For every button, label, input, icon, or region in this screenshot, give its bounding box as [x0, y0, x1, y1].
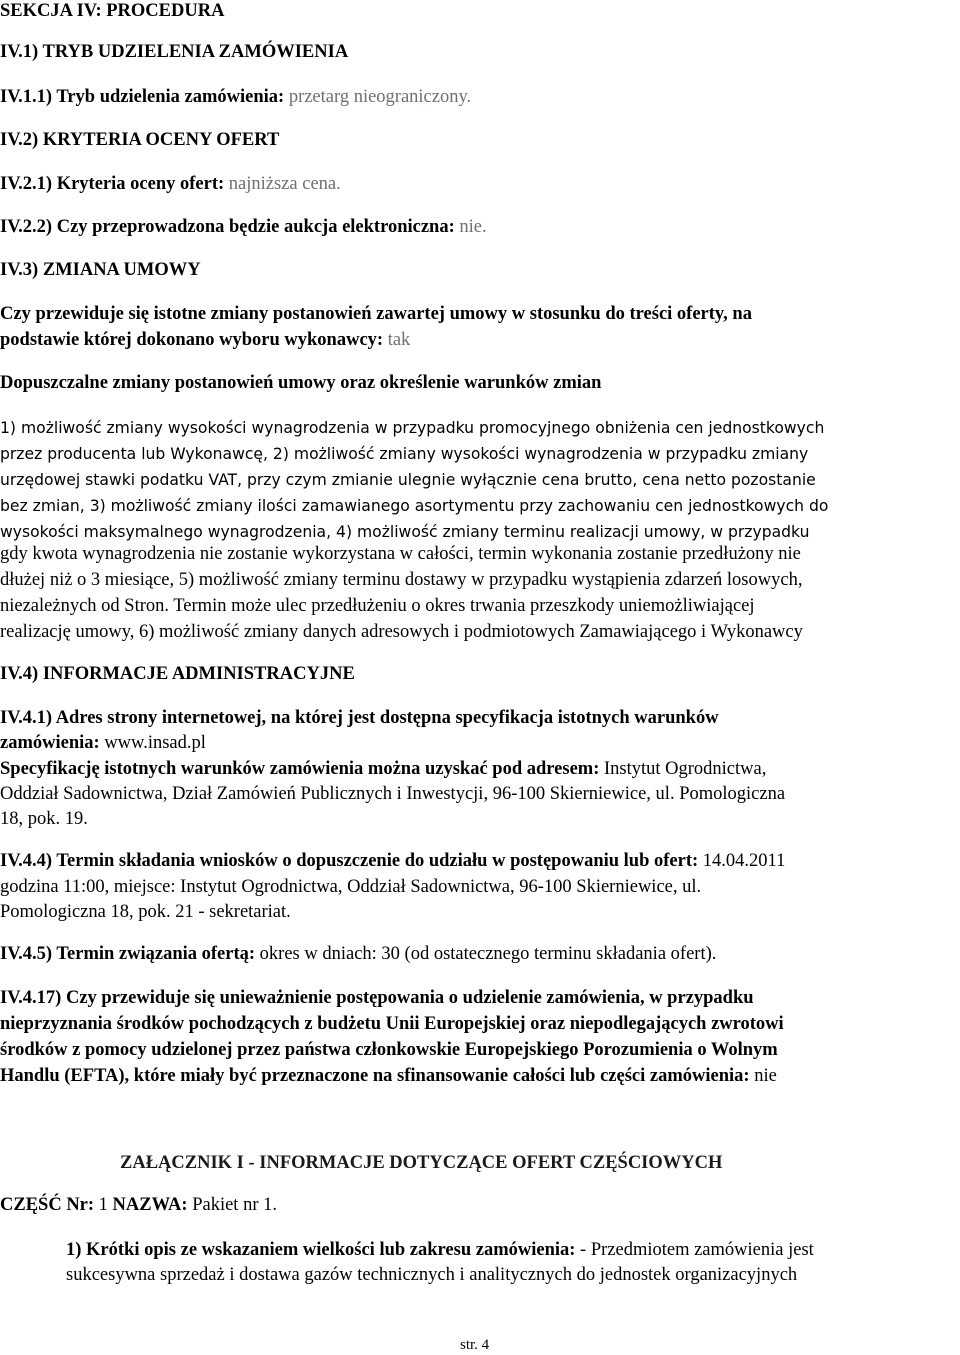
iv4-1-url: www.insad.pl — [104, 733, 206, 753]
iv4-17-line: nieprzyznania środków pochodzących z budżetu Unii Europejskiej oraz niepodlegających zwrotowi — [0, 1014, 784, 1034]
iv4-5-label: IV.4.5) Termin związania ofertą: — [0, 944, 256, 964]
iv2-1-line — [0, 172, 341, 196]
iv4-5-value: okres w dniach: 30 (od ostatecznego terminu składania ofert). — [259, 944, 717, 964]
iv3-body-line: bez zmian, 3) możliwość zmiany ilości zamawianego asortymentu przy zachowaniu cen jednostkowych do — [0, 497, 829, 515]
iv3-body-line: 1) możliwość zmiany wysokości wynagrodzenia w przypadku promocyjnego obniżenia cen jednostkowych — [0, 419, 825, 437]
iv3-question-label: podstawie której dokonano wyboru wykonawcy: — [0, 330, 384, 350]
annex-title: ZAŁĄCZNIK I - INFORMACJE DOTYCZĄCE OFERT CZĘŚCIOWYCH — [120, 1153, 723, 1173]
iv4-1-label-line1: IV.4.1) Adres strony internetowej, na której jest dostępna specyfikacja istotnych warunków — [0, 708, 719, 728]
annex-name-value: Pakiet nr 1. — [192, 1195, 277, 1215]
iv2-2-label: IV.2.2) Czy przeprowadzona będzie aukcja elektroniczna: — [0, 217, 455, 237]
annex-part-number: 1 — [98, 1195, 108, 1215]
iv2-1-value: najniższa cena. — [228, 174, 341, 194]
iv4-17-last-line — [0, 1064, 777, 1088]
annex-part-label: CZĘŚĆ Nr: — [0, 1195, 95, 1215]
iv4-heading: IV.4) INFORMACJE ADMINISTRACYJNE — [0, 664, 355, 684]
annex-desc-line1 — [66, 1238, 814, 1262]
iv3-body-line: realizację umowy, 6) możliwość zmiany danych adresowych i podmiotowych Zamawiającego i Wykonawcy — [0, 622, 803, 642]
iv3-body-line: urzędowej stawki podatku VAT, przy czym zmianie ulegnie wyłącznie cena brutto, cena netto pozostanie — [0, 471, 816, 489]
annex-name-label: NAZWA: — [112, 1195, 188, 1215]
iv4-4-value-2: godzina 11:00, miejsce: Instytut Ogrodnictwa, Oddział Sadownictwa, 96-100 Skierniewice, ul. — [0, 877, 702, 897]
iv1-heading: IV.1) TRYB UDZIELENIA ZAMÓWIENIA — [0, 42, 349, 62]
iv2-1-label: IV.2.1) Kryteria oceny ofert: — [0, 174, 225, 194]
iv4-4-value-3: Pomologiczna 18, pok. 21 - sekretariat. — [0, 902, 291, 922]
iv3-heading: IV.3) ZMIANA UMOWY — [0, 260, 201, 280]
section-heading: SEKCJA IV: PROCEDURA — [0, 1, 225, 21]
iv4-spec-value-2: Oddział Sadownictwa, Dział Zamówień Publicznych i Inwestycji, 96-100 Skierniewice, ul. Pomologiczna — [0, 784, 786, 804]
iv4-17-line: środków z pomocy udzielonej przez państwa członkowskie Europejskiego Porozumienia o Wolnym — [0, 1040, 778, 1060]
iv3-body-line: przez producenta lub Wykonawcę, 2) możliwość zmiany wysokości wynagrodzenia w przypadku zmiany — [0, 445, 809, 463]
iv3-question-answer: tak — [387, 330, 411, 350]
annex-part-line — [0, 1193, 277, 1217]
iv4-17-value: nie — [754, 1066, 777, 1086]
iv1-1-label: IV.1.1) Tryb udzielenia zamówienia: — [0, 87, 285, 107]
iv1-1-value: przetarg nieograniczony. — [288, 87, 472, 107]
iv3-body-line: niezależnych od Stron. Termin może ulec przedłużeniu o okres trwania przeszkody uniemożliwiającej — [0, 596, 755, 616]
iv4-4-value-1: 14.04.2011 — [702, 851, 786, 871]
iv3-allowed-heading: Dopuszczalne zmiany postanowień umowy oraz określenie warunków zmian — [0, 373, 602, 393]
iv4-17-label-end: Handlu (EFTA), które miały być przeznaczone na sfinansowanie całości lub części zamówienia: — [0, 1066, 750, 1086]
iv1-1-line — [0, 85, 471, 109]
iv3-body-line: dłużej niż o 3 miesiące, 5) możliwość zmiany terminu dostawy w przypadku wystąpienia zdarzeń losowych, — [0, 570, 803, 590]
annex-desc-value-2: sukcesywna sprzedaż i dostawa gazów technicznych i analitycznych do jednostek organizacyjnych — [66, 1265, 798, 1285]
iv2-2-line — [0, 215, 487, 239]
iv4-spec-line1 — [0, 757, 766, 781]
iv2-2-value: nie. — [459, 217, 487, 237]
page-number: str. 4 — [460, 1337, 490, 1353]
iv4-4-line1 — [0, 849, 785, 873]
iv3-question-line1: Czy przewiduje się istotne zmiany postanowień zawartej umowy w stosunku do treści oferty, na — [0, 304, 752, 324]
iv3-body-line: gdy kwota wynagrodzenia nie zostanie wykorzystana w całości, termin wykonania zostanie przedłużony nie — [0, 544, 801, 564]
iv4-spec-value-3: 18, pok. 19. — [0, 809, 88, 829]
annex-desc-value-1: - Przedmiotem zamówienia jest — [580, 1240, 814, 1260]
annex-desc-label: 1) Krótki opis ze wskazaniem wielkości lub zakresu zamówienia: — [66, 1240, 576, 1260]
iv3-question-line2 — [0, 328, 410, 352]
iv3-body-line: wysokości maksymalnego wynagrodzenia, 4) możliwość zmiany terminu realizacji umowy, w przypadku — [0, 523, 810, 541]
iv4-1-line2 — [0, 731, 206, 755]
iv4-17-line: IV.4.17) Czy przewiduje się unieważnienie postępowania o udzielenie zamówienia, w przypadku — [0, 988, 754, 1008]
iv4-4-label: IV.4.4) Termin składania wniosków o dopuszczenie do udziału w postępowaniu lub ofert: — [0, 851, 699, 871]
iv4-5-line — [0, 942, 716, 966]
iv4-spec-label: Specyfikację istotnych warunków zamówienia można uzyskać pod adresem: — [0, 759, 600, 779]
iv4-1-label-line2: zamówienia: — [0, 733, 100, 753]
iv2-heading: IV.2) KRYTERIA OCENY OFERT — [0, 130, 280, 150]
iv4-spec-value-1: Instytut Ogrodnictwa, — [603, 759, 767, 779]
